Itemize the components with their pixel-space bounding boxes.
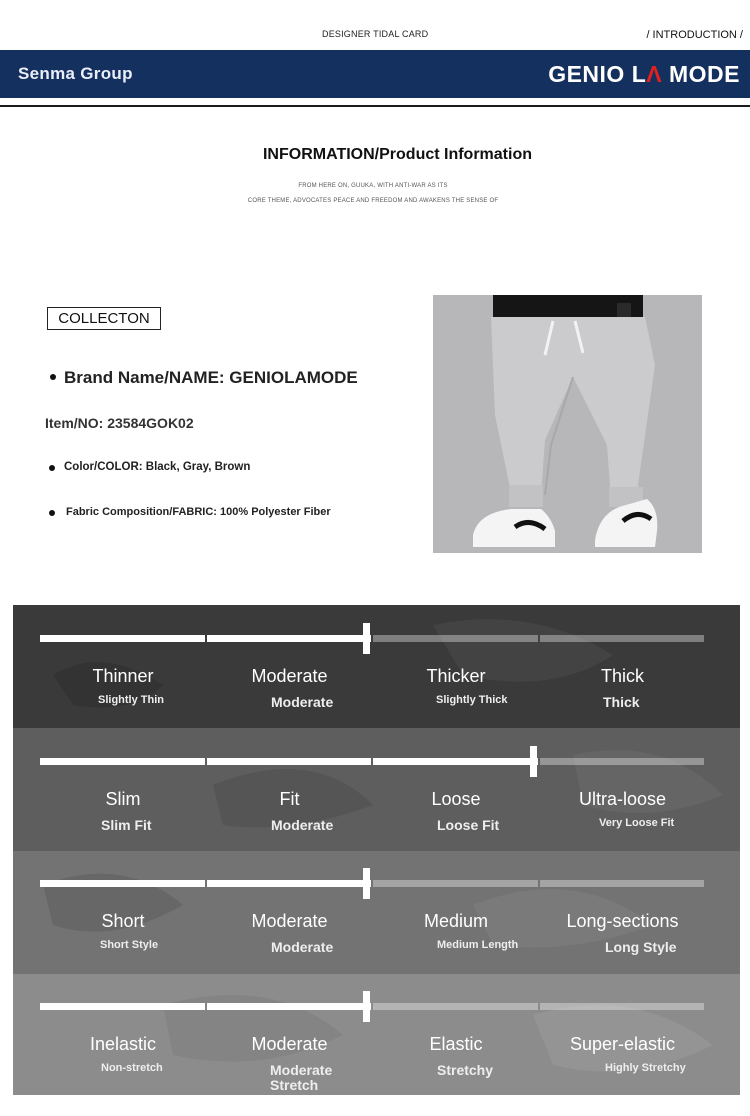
scale-label: Slim [105, 789, 141, 809]
scale-segment [40, 758, 205, 765]
collection-label: COLLECTON [47, 307, 161, 330]
scale-sub-label: Slim Fit [101, 817, 152, 833]
size-chart-row [13, 728, 740, 851]
scale-segment [540, 880, 705, 887]
scale-segment [207, 758, 372, 765]
scale-sub-label: Medium Length [437, 939, 519, 951]
scale-label: Elastic [429, 1034, 483, 1054]
size-chart-row [13, 850, 740, 973]
scale-segment [373, 758, 538, 765]
scale-marker [363, 623, 370, 654]
item-number-line: Item/NO: 23584GOK02 [45, 415, 194, 431]
brand-name-line: Brand Name/NAME: GENIOLAMODE [64, 368, 358, 387]
scale-track [40, 880, 706, 887]
scale-label: Long-sections [566, 911, 679, 931]
bullet-icon [50, 374, 56, 380]
brand-logo [548, 61, 740, 88]
color-line: Color/COLOR: Black, Gray, Brown [64, 461, 251, 473]
scale-label: Moderate [251, 1034, 328, 1054]
bullet-icon [49, 510, 55, 516]
top-left-caption: DESIGNER TIDAL CARD [322, 29, 429, 39]
scale-segment [207, 635, 372, 642]
scale-label: Moderate [251, 666, 328, 686]
size-chart [13, 605, 740, 1095]
scale-segment [207, 1003, 372, 1010]
scale-segment [540, 1003, 705, 1010]
scale-sub-label: Highly Stretchy [605, 1062, 686, 1074]
scale-sub-label: Very Loose Fit [599, 817, 675, 829]
brand-logo-accent: Λ [646, 61, 663, 87]
scale-segment [540, 635, 705, 642]
scale-label: Medium [423, 911, 489, 931]
scale-label: Super-elastic [569, 1034, 676, 1054]
scale-segment [373, 880, 538, 887]
scale-sub-label: Stretchy [437, 1062, 494, 1078]
scale-label: Fit [279, 789, 300, 809]
tagline-line-1: FROM HERE ON, GUUKA, WITH ANTI-WAR AS ITS [298, 183, 448, 189]
scale-sub-label: Thick [603, 694, 640, 710]
scale-label: Short [101, 911, 145, 931]
scale-sub-label: Slightly Thin [98, 694, 164, 706]
scale-label: Ultra-loose [578, 789, 667, 809]
scale-segment [40, 635, 205, 642]
scale-sub-label: Short Style [100, 939, 159, 951]
scale-segment [40, 880, 205, 887]
header-divider [0, 105, 750, 107]
product-photo-illustration [433, 295, 702, 553]
scale-segment [373, 635, 538, 642]
scale-label: Thick [600, 666, 644, 686]
tagline-line-2: CORE THEME, ADVOCATES PEACE AND FREEDOM AND AWAKENS THE SENSE OF [247, 198, 499, 204]
introduction-caption: / INTRODUCTION / [646, 29, 743, 41]
scale-track [40, 1003, 706, 1010]
scale-sub-label: Moderate [271, 939, 334, 955]
scale-label: Moderate [251, 911, 328, 931]
scale-label: Thinner [92, 666, 154, 686]
scale-sub-label: Moderate Stretch [270, 1062, 333, 1093]
scale-sub-label: Moderate [271, 817, 334, 833]
product-photo [433, 295, 702, 553]
scale-marker [363, 991, 370, 1022]
scale-sub-label: Slightly Thick [436, 694, 508, 706]
brand-logo-part1: GENIO L [548, 61, 647, 87]
scale-marker [363, 868, 370, 899]
size-chart-row [13, 973, 740, 1095]
scale-label: Inelastic [89, 1034, 157, 1054]
fabric-line: Fabric Composition/FABRIC: 100% Polyester Fiber [66, 506, 331, 518]
scale-track [40, 635, 706, 642]
info-title: INFORMATION/Product Information [262, 146, 532, 163]
scale-label: Thicker [426, 666, 486, 686]
company-name: Senma Group [18, 64, 133, 83]
scale-segment [540, 758, 705, 765]
brand-logo-part2: MODE [662, 61, 740, 87]
bullet-icon [49, 465, 55, 471]
scale-sub-label: Non-stretch [101, 1062, 163, 1074]
scale-sub-label: Loose Fit [437, 817, 500, 833]
scale-sub-label: Moderate [271, 694, 334, 710]
scale-segment [207, 880, 372, 887]
scale-track [40, 758, 706, 765]
size-chart-row [13, 605, 740, 728]
scale-sub-label: Long Style [605, 939, 677, 955]
scale-label: Loose [431, 789, 481, 809]
scale-segment [373, 1003, 538, 1010]
scale-marker [530, 746, 537, 777]
scale-segment [40, 1003, 205, 1010]
